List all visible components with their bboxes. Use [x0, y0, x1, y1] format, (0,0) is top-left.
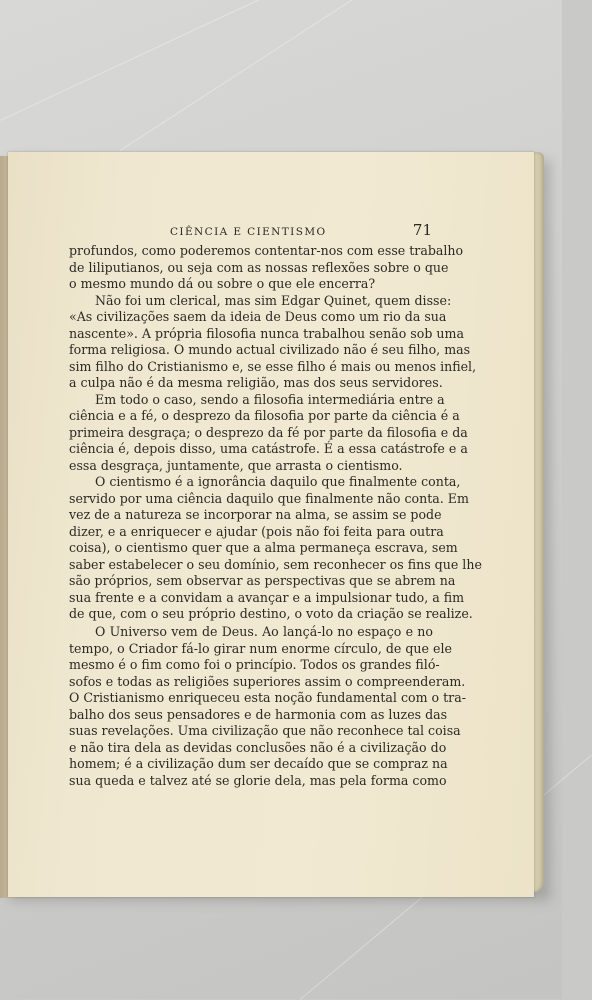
text-line: Em todo o caso, sendo a filosofia intermediária entre a [95, 391, 445, 407]
paragraph [69, 243, 464, 293]
text-line: sua queda e talvez até se glorie dela, mas pela forma como [69, 772, 447, 788]
text-line: coisa), o cientismo quer que a alma permaneça escrava, sem [69, 540, 458, 555]
text-line: O Universo vem de Deus. Ao lançá-lo no espaço e no [95, 624, 433, 639]
text-line: de liliputianos, ou seja com as nossas reflexões sobre o que [69, 259, 449, 275]
text-line: a culpa não é da mesma religião, mas dos seus servidores. [69, 375, 443, 390]
page-number: 71 [412, 221, 432, 239]
text-line: nascente». A própria filosofia nunca trabalhou senão sob uma [69, 325, 464, 341]
running-title: CIÊNCIA E CIENTISMO [170, 226, 327, 238]
text-line: e não tira dela as devidas conclusões não é a civilização do [69, 739, 447, 755]
text-line: sim filho do Cristianismo e, se esse filho é mais ou menos infiel, [69, 358, 477, 374]
text-line: profundos, como poderemos contentar-nos com esse trabalho [69, 243, 464, 258]
text-line: ciência e a fé, o desprezo da filosofia por parte da ciência é a [69, 408, 460, 423]
text-line: saber estabelecer o seu domínio, sem reconhecer os fins que lhe [69, 556, 482, 572]
text-line: tempo, o Criador fá-lo girar num enorme círculo, de que ele [69, 640, 452, 656]
paragraph [69, 624, 466, 789]
running-head [170, 221, 432, 239]
text-line: O cientismo é a ignorância daquilo que finalmente conta, [95, 474, 461, 489]
text-line: são próprios, sem observar as perspectivas que se abrem na [69, 573, 456, 588]
text-line: forma religiosa. O mundo actual civilizado não é seu filho, mas [69, 342, 471, 357]
text-line: primeira desgraça; o desprezo da fé por parte da filosofia e da [69, 424, 468, 440]
text-line: mesmo é o fim como foi o princípio. Todos os grandes filó- [69, 657, 440, 672]
text-line: vez de a natureza se incorporar na alma, se assim se pode [69, 507, 442, 522]
text-line: O Cristianismo enriqueceu esta noção fundamental com o tra- [69, 690, 466, 705]
text-line: sofos e todas as religiões superiores assim o compreenderam. [69, 673, 466, 689]
text-line: homem; é a civilização dum ser decaído que se compraz na [69, 756, 448, 771]
text-line: balho dos seus pensadores e de harmonia com as luzes das [69, 706, 448, 722]
text-line: dizer, e a enriquecer e ajudar (pois não foi feita para outra [69, 523, 444, 539]
text-line: de que, com o seu próprio destino, o voto da criação se realize. [69, 606, 473, 621]
text-line: Não foi um clerical, mas sim Edgar Quinet, quem disse: [95, 292, 452, 308]
paragraph [69, 474, 482, 623]
text-line: essa desgraça, juntamente, que arrasta o cientismo. [69, 457, 403, 473]
body-text-top [69, 243, 482, 623]
body-text-bottom [69, 624, 466, 789]
text-line: servido por uma ciência daquilo que finalmente não conta. Em [69, 490, 469, 506]
paragraph [69, 391, 468, 475]
text-line: suas revelações. Uma civilização que não reconhece tal coisa [69, 723, 461, 738]
paragraph [69, 292, 477, 392]
text-line: ciência é, depois disso, uma catástrofe. É a essa catástrofe e a [69, 441, 468, 456]
text-line: sua frente e a convidam a avançar e a impulsionar tudo, a fim [69, 589, 465, 605]
text-line: o mesmo mundo dá ou sobre o que ele encerra? [69, 276, 376, 291]
text-line: «As civilizações saem da ideia de Deus como um rio da sua [69, 309, 447, 324]
